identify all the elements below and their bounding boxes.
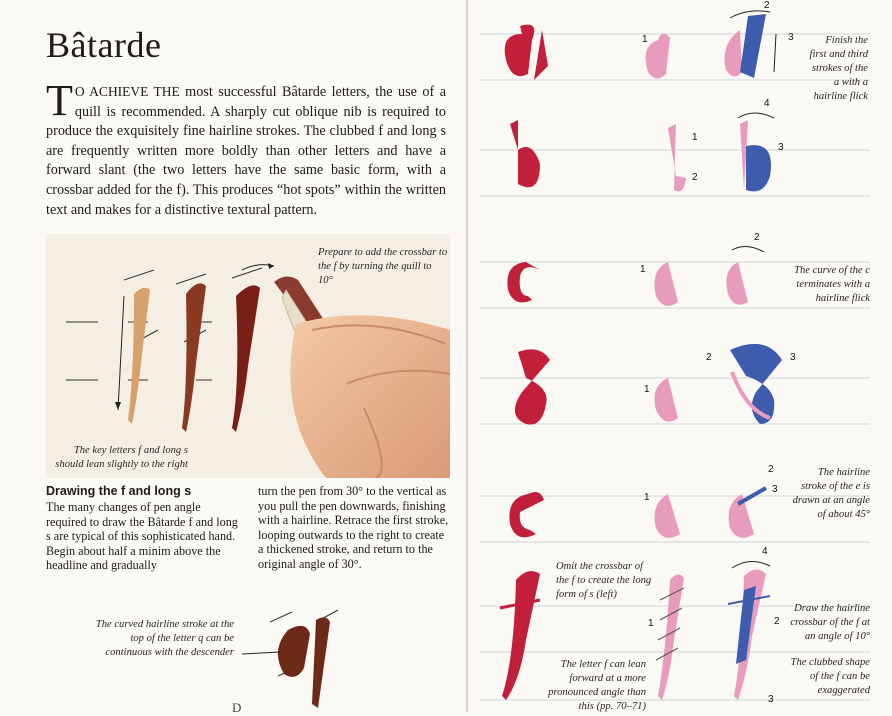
- intro-paragraph: [46, 76, 446, 220]
- hand: [290, 315, 450, 478]
- b-num-3: 3: [778, 142, 784, 153]
- cropped-heading-fragment: D: [232, 700, 242, 715]
- q-descender: [312, 617, 330, 708]
- row-letter-c: [507, 246, 764, 305]
- caption-c: The curve of the c terminates with a hairline flick: [794, 265, 870, 304]
- caption-e: The hairline stroke of the e is drawn at an angle of about 45°: [792, 467, 870, 520]
- d-stroke-1: [655, 378, 679, 422]
- q-bowl: [278, 626, 310, 677]
- b-stroke-1: [668, 124, 686, 192]
- d-num-3: 3: [790, 352, 796, 363]
- right-page: [470, 0, 892, 712]
- photo-guidelines: [66, 268, 262, 380]
- body-column-1: The many changes of pen angle required to draw the Bâtarde f and long s are typical of this sophisticated hand. Begin about half a minim above the headline and gradually: [46, 500, 238, 573]
- section-heading: Drawing the f and long s: [46, 484, 192, 498]
- a-num-3: 3: [788, 32, 794, 43]
- row-letter-b: [510, 113, 774, 192]
- caption-f-lean: The letter f can lean forward at a more pronounced angle than this (pp. 70–71): [548, 659, 646, 712]
- f-num-2: 2: [774, 616, 780, 627]
- letter-f-stroke-3: [232, 285, 260, 432]
- crossbar-caption: Prepare to add the crossbar to the f by turning the quill to 10°: [318, 247, 448, 286]
- e-num-1: 1: [644, 492, 650, 503]
- caption-f-omit: Omit the crossbar of the f to create the long form of s (left): [556, 561, 652, 600]
- b-num-2: 2: [692, 172, 698, 183]
- f-num-1: 1: [648, 618, 654, 629]
- big-letter-c: [507, 262, 540, 302]
- intro-small-caps: O ACHIEVE THE: [74, 84, 180, 99]
- big-letter-a: [505, 25, 548, 80]
- caption-f-clubbed: The clubbed shape of the f can be exaggerated: [790, 657, 870, 696]
- c-num-1: 1: [640, 264, 646, 275]
- caption-a: Finish the first and third strokes of the a with a hairline flick: [809, 35, 868, 102]
- lean-arrow: [118, 296, 124, 410]
- drop-cap: T: [46, 76, 73, 125]
- e-stroke-1: [655, 494, 681, 538]
- row-letter-a: [505, 11, 776, 80]
- big-letter-d: [515, 349, 550, 424]
- intro-text: most successful Bâtarde letters, the use of a quill is recommended. A sharply cut oblique nib is required to produce the exquisitely fine hairline strokes. The clubbed f and long s are frequently written more boldly than other letters and have a forward slant (the two letters have the same basic form, with a crossbar added for the f). This produces “hot spots” within the written text and makes for a distinctive textural pattern.: [46, 84, 446, 218]
- letter-q-example: [90, 590, 450, 712]
- a-stroke-3: [740, 14, 766, 78]
- b-num-1: 1: [692, 132, 698, 143]
- b-num-4: 4: [764, 98, 770, 109]
- q-caption: The curved hairline stroke at the top of the letter q can be continuous with the descender: [95, 619, 234, 658]
- b-stroke-3: [746, 145, 771, 191]
- big-letter-b: [510, 120, 540, 187]
- letter-f-stroke-1: [128, 288, 150, 424]
- letter-q-drawing: [240, 590, 360, 712]
- f-long-s-left: [658, 574, 684, 700]
- row-letter-e: [509, 488, 766, 538]
- body-column-2: turn the pen from 30° to the vertical as you pull the pen downwards, finishing with a hairline. Retrace the first stroke, looping outwards to the right to create a thickened stroke, and return to the original angle of 30°.: [258, 484, 449, 571]
- f-num-3: 3: [768, 694, 774, 705]
- caption-f-crossbar: Draw the hairline crossbar of the f at an angle of 10°: [790, 603, 870, 642]
- c-stroke-1: [655, 262, 679, 306]
- f-num-4: 4: [762, 546, 768, 557]
- a-num-1: 1: [642, 34, 648, 45]
- d-num-1: 1: [644, 384, 650, 395]
- big-letter-e: [509, 492, 544, 537]
- a-stroke-1: [646, 33, 670, 78]
- a-num-2: 2: [764, 0, 770, 11]
- d-num-2: 2: [706, 352, 712, 363]
- c-stroke-2: [726, 262, 748, 305]
- e-num-3: 3: [772, 484, 778, 495]
- lean-caption: The key letters f and long s should lean slightly to the right: [55, 445, 188, 470]
- page-title: Bâtarde: [46, 25, 162, 65]
- letter-f-stroke-2: [182, 283, 206, 432]
- page-gutter: [466, 0, 468, 712]
- c-num-2: 2: [754, 232, 760, 243]
- e-num-2: 2: [768, 464, 774, 475]
